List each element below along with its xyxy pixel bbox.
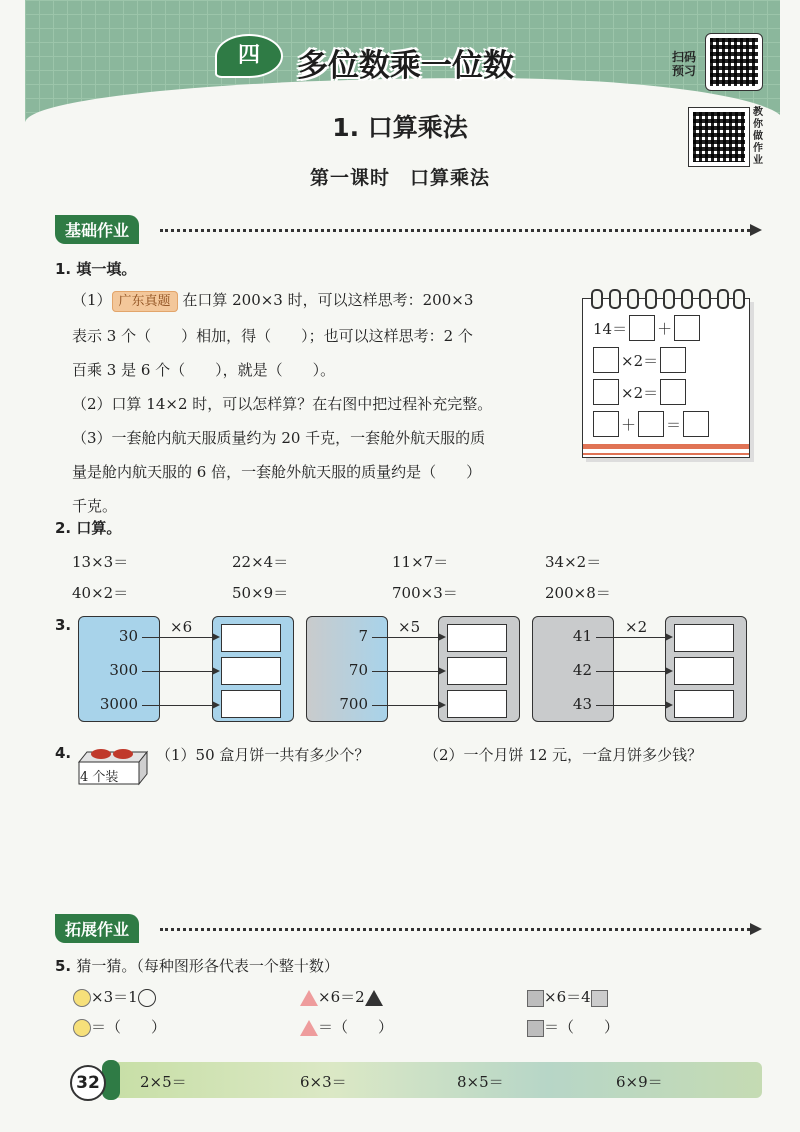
section-tag-extend: 拓展作业 bbox=[55, 914, 139, 943]
answer-box[interactable] bbox=[447, 657, 507, 685]
qr-code-icon[interactable] bbox=[705, 33, 763, 91]
section-divider bbox=[160, 928, 750, 931]
eq-text: ×6＝4 bbox=[544, 988, 591, 1006]
question-5-title bbox=[55, 955, 339, 976]
arrow-head-icon bbox=[665, 633, 673, 641]
q5-triangle-answer bbox=[300, 1016, 393, 1037]
input-value: 30 bbox=[118, 627, 138, 645]
calc-item: 40×2＝ bbox=[72, 584, 129, 602]
input-value: 43 bbox=[572, 695, 592, 713]
cal-text: ×2＝ bbox=[621, 351, 659, 370]
section-divider bbox=[160, 229, 750, 232]
arrow-head-icon bbox=[212, 633, 220, 641]
question-number: 5. bbox=[55, 957, 72, 975]
circle-outline-icon bbox=[138, 989, 156, 1007]
operation-label: ×6 bbox=[170, 618, 193, 636]
eq-text[interactable]: ＝（ ） bbox=[91, 1018, 167, 1036]
arrow-head-icon bbox=[438, 667, 446, 675]
page-number: 32 bbox=[70, 1065, 106, 1101]
input-value: 300 bbox=[109, 661, 138, 679]
input-value: 7 bbox=[358, 627, 368, 645]
arrow-line bbox=[142, 671, 214, 672]
lesson-title: 1. 口算乘法 bbox=[332, 113, 468, 142]
arrow-line bbox=[142, 637, 214, 638]
answer-box[interactable] bbox=[593, 411, 619, 437]
triangle-outline-icon bbox=[365, 990, 383, 1006]
q5-square-eq bbox=[527, 986, 608, 1007]
source-tag: 广东真题 bbox=[112, 291, 178, 312]
arrow-head-icon bbox=[438, 701, 446, 709]
footer-calc: 6×9＝ bbox=[616, 1073, 663, 1091]
operation-label: ×5 bbox=[398, 618, 421, 636]
part-text: （2）口算 14×2 时，可以怎样算？在右图中把过程补充完整。 bbox=[72, 395, 493, 413]
part-text: 千克。 bbox=[72, 497, 118, 515]
q5-square-answer bbox=[527, 1016, 619, 1037]
answer-box[interactable] bbox=[683, 411, 709, 437]
input-value: 70 bbox=[348, 661, 368, 679]
q5-circle-answer bbox=[73, 1016, 166, 1037]
period-title: 第一课时 口算乘法 bbox=[309, 167, 490, 189]
part-text: 表示 3 个（ ）相加，得（ ）；也可以这样思考：2 个 bbox=[72, 327, 473, 345]
footer-bar bbox=[118, 1062, 762, 1098]
circle-icon bbox=[73, 989, 91, 1007]
answer-box[interactable] bbox=[660, 347, 686, 373]
cal-text: ×2＝ bbox=[621, 383, 659, 402]
calc-item: 50×9＝ bbox=[232, 584, 289, 602]
part-label: （1） bbox=[72, 291, 112, 309]
answer-box[interactable] bbox=[221, 624, 281, 652]
input-value: 3000 bbox=[99, 695, 138, 713]
operation-label: ×2 bbox=[625, 618, 648, 636]
question-text: 口算。 bbox=[76, 519, 122, 537]
eq-text[interactable]: ＝（ ） bbox=[544, 1018, 620, 1036]
calc-item: 13×3＝ bbox=[72, 553, 129, 571]
answer-box[interactable] bbox=[221, 690, 281, 718]
part-text: 百乘 3 是 6 个（ ），就是（ ）。 bbox=[72, 361, 336, 379]
answer-box[interactable] bbox=[674, 690, 734, 718]
answer-box[interactable] bbox=[638, 411, 664, 437]
square-icon bbox=[591, 990, 608, 1007]
eq-text: ×6＝2 bbox=[318, 988, 365, 1006]
calc-item: 34×2＝ bbox=[545, 553, 602, 571]
question-2-title bbox=[55, 517, 121, 538]
arrow-right-icon bbox=[750, 224, 762, 236]
triangle-icon bbox=[300, 990, 318, 1006]
footer-calc: 2×5＝ bbox=[140, 1073, 187, 1091]
footer-calc: 8×5＝ bbox=[457, 1073, 504, 1091]
arrow-head-icon bbox=[212, 701, 220, 709]
arrow-line bbox=[142, 705, 214, 706]
square-icon bbox=[527, 990, 544, 1007]
section-tag-basic: 基础作业 bbox=[55, 215, 139, 244]
eq-text: ×3＝1 bbox=[91, 988, 138, 1006]
input-value: 700 bbox=[339, 695, 368, 713]
answer-box[interactable] bbox=[674, 624, 734, 652]
eq-text[interactable]: ＝（ ） bbox=[318, 1018, 394, 1036]
answer-box[interactable] bbox=[629, 315, 655, 341]
teach-label: 教你做作业 bbox=[753, 107, 763, 166]
question-text: 猜一猜。（每种图形各代表一个整十数） bbox=[76, 957, 339, 975]
scan-label: 扫码预习 bbox=[672, 50, 697, 78]
question-4-number: 4. bbox=[55, 744, 72, 762]
cal-text: 14＝ bbox=[593, 319, 628, 338]
question-3-number: 3. bbox=[55, 616, 72, 634]
q5-triangle-eq bbox=[300, 986, 383, 1007]
answer-box[interactable] bbox=[221, 657, 281, 685]
calc-item: 700×3＝ bbox=[392, 584, 458, 602]
input-value: 42 bbox=[572, 661, 592, 679]
cal-text: ＝ bbox=[666, 415, 682, 434]
q5-circle-eq bbox=[73, 986, 156, 1007]
arrow-head-icon bbox=[665, 667, 673, 675]
unit-badge: 四 bbox=[215, 34, 283, 78]
answer-box[interactable] bbox=[674, 315, 700, 341]
cal-text: ＋ bbox=[621, 415, 637, 434]
calendar-diagram bbox=[582, 298, 750, 458]
q4-part2: （2）一个月饼 12 元，一盒月饼多少钱？ bbox=[424, 746, 703, 764]
arrow-line bbox=[596, 705, 666, 706]
arrow-head-icon bbox=[212, 667, 220, 675]
question-1-title bbox=[55, 258, 136, 279]
part-text: （3）一套舱内航天服质量约为 20 千克，一套舱外航天服的质 bbox=[72, 429, 486, 447]
circle-icon bbox=[73, 1019, 91, 1037]
triangle-icon bbox=[300, 1020, 318, 1036]
answer-box[interactable] bbox=[447, 690, 507, 718]
answer-box[interactable] bbox=[593, 347, 619, 373]
arrow-line bbox=[596, 671, 666, 672]
calc-item: 22×4＝ bbox=[232, 553, 289, 571]
question-number: 2. bbox=[55, 519, 72, 537]
question-text: 填一填。 bbox=[76, 260, 137, 278]
calc-item: 200×8＝ bbox=[545, 584, 611, 602]
part-text: 量是舱内航天服的 6 倍，一套舱外航天服的质量约是（ ） bbox=[72, 463, 482, 481]
q1-part1 bbox=[72, 283, 582, 523]
footer-calc: 6×3＝ bbox=[300, 1073, 347, 1091]
answer-box[interactable] bbox=[593, 379, 619, 405]
q4-part1: （1）50 盒月饼一共有多少个？ bbox=[156, 746, 370, 764]
input-value: 41 bbox=[572, 627, 592, 645]
question-number: 1. bbox=[55, 260, 72, 278]
box-label: 4 个装 bbox=[80, 770, 119, 785]
arrow-head-icon bbox=[438, 633, 446, 641]
answer-box[interactable] bbox=[674, 657, 734, 685]
square-icon bbox=[527, 1020, 544, 1037]
arrow-line bbox=[372, 705, 440, 706]
arrow-head-icon bbox=[665, 701, 673, 709]
arrow-line bbox=[596, 637, 666, 638]
answer-box[interactable] bbox=[660, 379, 686, 405]
cal-text: ＋ bbox=[657, 319, 673, 338]
calc-item: 11×7＝ bbox=[392, 553, 449, 571]
arrow-line bbox=[372, 671, 440, 672]
part-text: 在口算 200×3 时，可以这样思考：200×3 bbox=[182, 291, 474, 309]
unit-title: 多位数乘一位数 bbox=[297, 48, 514, 84]
answer-box[interactable] bbox=[447, 624, 507, 652]
arrow-right-icon bbox=[750, 923, 762, 935]
arrow-line bbox=[372, 637, 440, 638]
